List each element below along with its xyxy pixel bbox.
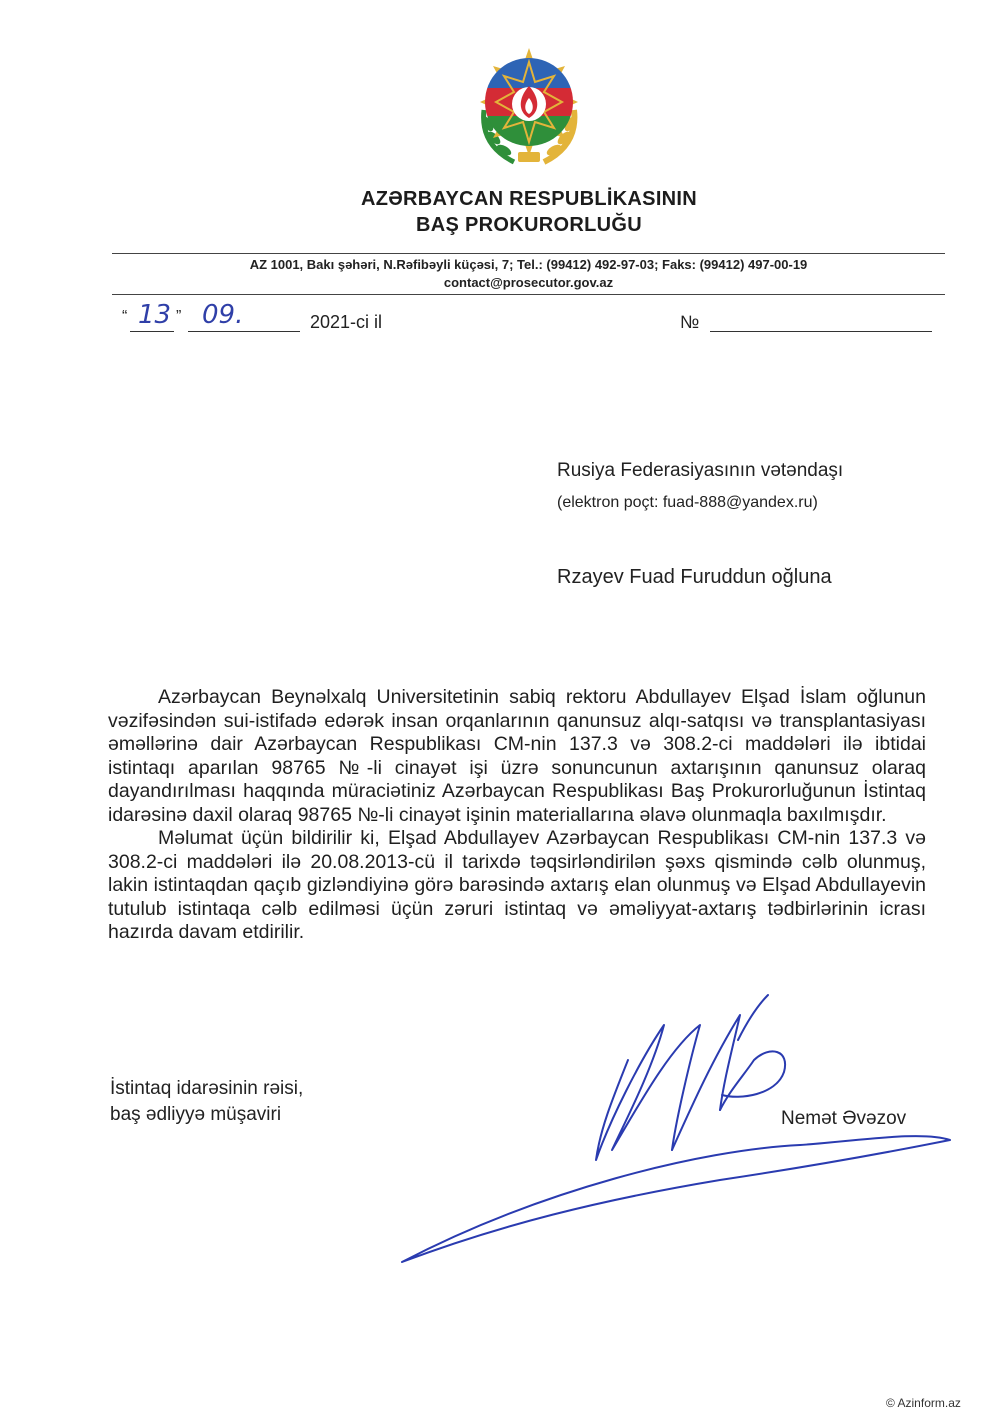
date-line bbox=[120, 300, 950, 336]
header-divider-bottom bbox=[112, 294, 945, 295]
document-number-line bbox=[710, 331, 932, 332]
watermark-credit: © Azinform.az bbox=[886, 1396, 961, 1410]
date-close-quote: ” bbox=[176, 308, 182, 325]
date-month: 09. bbox=[202, 300, 244, 330]
contact-address: AZ 1001, Bakı şəhəri, N.Rəfibəyli küçəsi, 7; Tel.: (99412) 492-97-03; Faks: (99412) 497-00-19 bbox=[249, 257, 808, 272]
body-paragraph-2: Məlumat üçün bildirilir ki, Elşad Abdullayev Azərbaycan Respublikası CM-nin 137.3 və 308.2-ci maddələri ilə 20.08.2013-cü il tarixdə təqsirləndirilən şəxs qismində cəlb olunmuş, lakin istintaqdan qaçıb gizləndiyinə görə barəsində axtarış elan olunmuş və Elşad Abdullayevin tutulub istintaqa cəlb edilməsi üçün zəruri istintaq və əməliyyat-axtarış tədbirlərinin icrası hazırda davam etdirilir. bbox=[108, 827, 926, 943]
org-title-line2: BAŞ PROKURORLUĞU bbox=[416, 214, 642, 236]
contact-email: contact@prosecutor.gov.az bbox=[443, 275, 614, 290]
addressee-name: Rzayev Fuad Furuddun oğluna bbox=[557, 566, 832, 588]
date-open-quote: “ bbox=[122, 308, 128, 325]
signatory-position bbox=[110, 1076, 303, 1128]
signatory-position-line2: baş ədliyyə müşaviri bbox=[110, 1104, 282, 1125]
document-number-label: № bbox=[680, 312, 700, 332]
addressee-email: (elektron poçt: fuad-888@yandex.ru) bbox=[557, 494, 818, 511]
date-day: 13 bbox=[138, 300, 172, 330]
signatory-position-line1: İstintaq idarəsinin rəisi, bbox=[110, 1078, 304, 1099]
date-year: 2021-ci il bbox=[310, 312, 383, 332]
date-day-underline bbox=[130, 331, 174, 332]
addressee-citizenship: Rusiya Federasiyasının vətəndaşı bbox=[557, 460, 844, 481]
date-month-underline bbox=[188, 331, 300, 332]
letter-body bbox=[108, 686, 926, 945]
signatory-name: Nemət Əvəzov bbox=[781, 1108, 907, 1129]
state-emblem bbox=[466, 40, 592, 170]
body-paragraph-1: Azərbaycan Beynəlxalq Universitetinin sabiq rektoru Abdullayev Elşad İslam oğlunun vəzifəsindən sui-istifadə edərək insan orqanlarının qanunsuz alqı-satqısı və transplantasiyası əməllərinə dair Azərbaycan Respublikası CM-nin 137.3 və 308.2-ci maddələri ilə ibtidai istintaqı aparılan 98765 №-li cinayət işi üzrə sonuncunun axtarışının qanunsuz olaraq dayandırılması haqqında müraciətiniz Azərbaycan Respublikası Baş Prokurorluğunun İstintaq idarəsinə daxil olaraq 98765 №-li cinayət işinin materiallarına əlavə olunmaqla baxılmışdır. bbox=[108, 686, 926, 826]
header-divider-top bbox=[112, 253, 945, 254]
org-title-line1: AZƏRBAYCAN RESPUBLİKASININ bbox=[360, 188, 698, 210]
